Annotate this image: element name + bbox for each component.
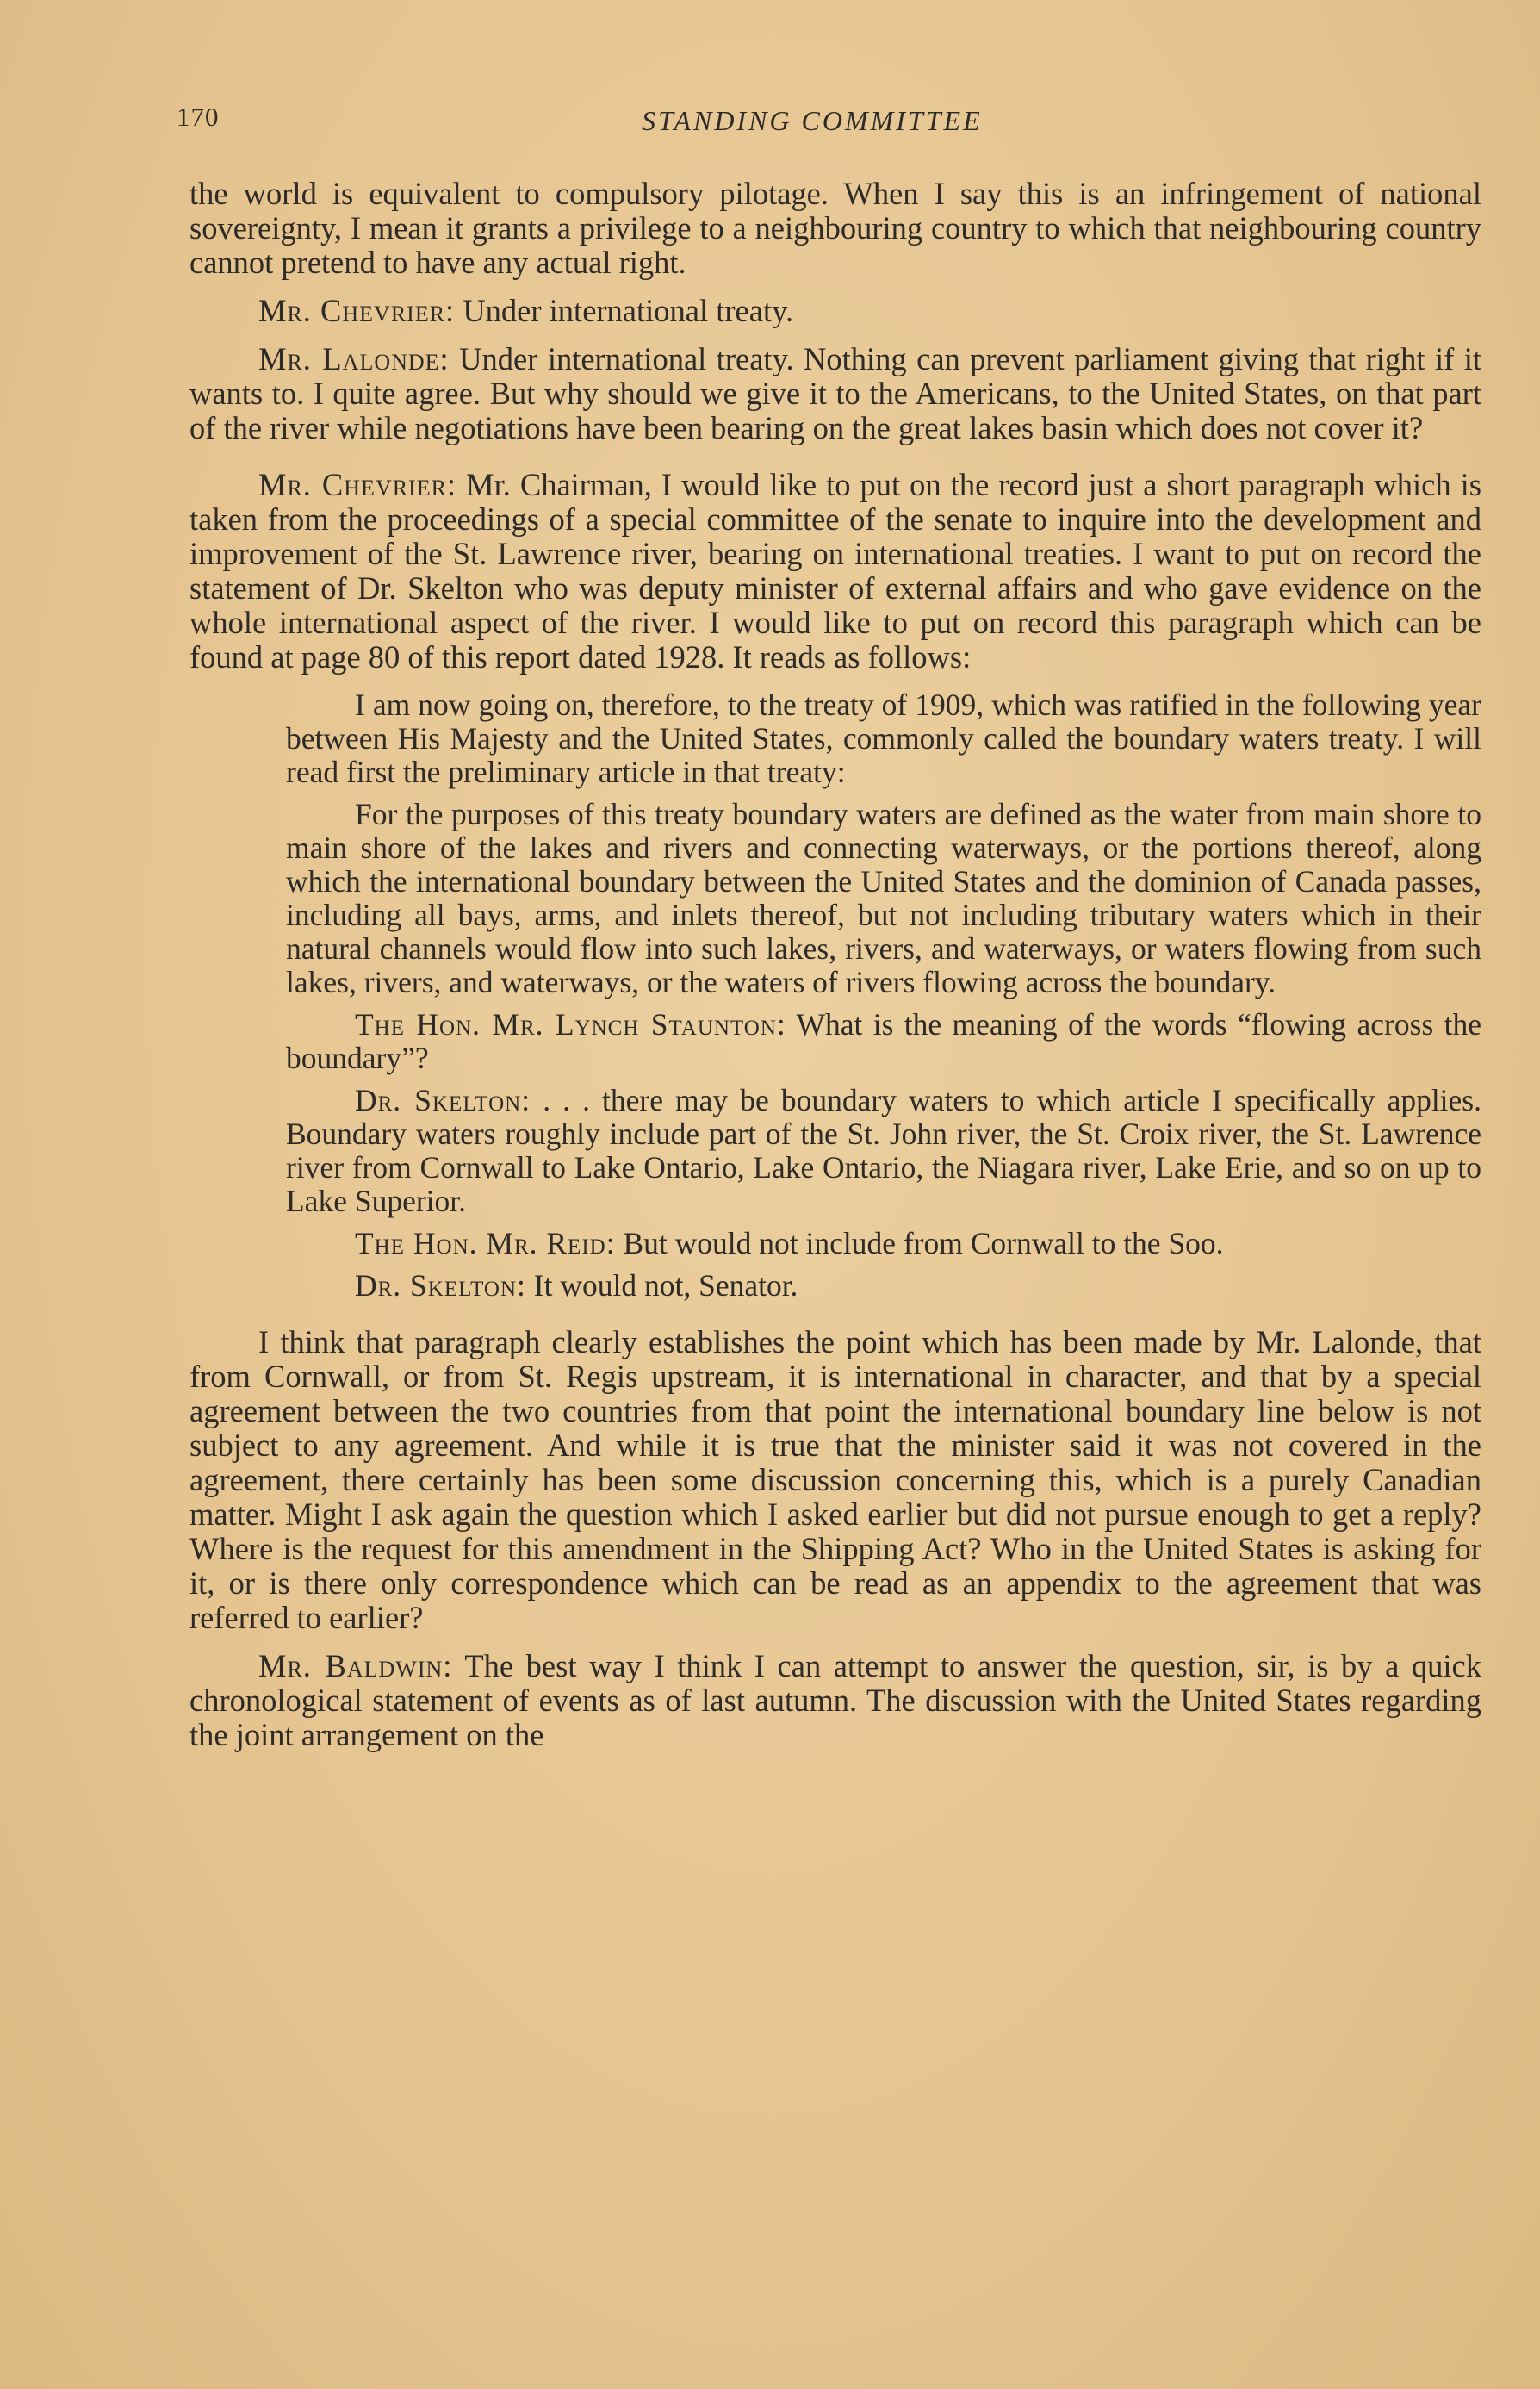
speech-text: The best way I think I can attempt to answer the question, sir, is by a quick chronological statement of events as of last autumn. The discussion with the United States regarding the joint arrangement on the <box>189 1648 1481 1752</box>
speech-text: It would not, Senator. <box>533 1268 798 1303</box>
paragraph <box>189 1649 1481 1752</box>
quote-paragraph <box>286 1269 1481 1303</box>
quote-paragraph: I am now going on, therefore, to the treaty of 1909, which was ratified in the following year between His Majesty and the United States, commonly called the boundary waters treaty. I will read first the preliminary article in that treaty: <box>286 687 1481 789</box>
quote-paragraph <box>286 1227 1481 1260</box>
speech-text: Mr. Chairman, I would like to put on the record just a short paragraph which is taken from the proceedings of a special committee of the senate to inquire into the development and improvement of the St. Lawrence river, bearing on international treaties. I want to put on record the statement of Dr. Skelton who was deputy minister of external affairs and who gave evidence on the whole international aspect of the river. I would like to put on record this paragraph which can be found at page 80 of this report dated 1928. It reads as follows: <box>189 467 1481 675</box>
speaker-name: The Hon. Mr. Reid: <box>355 1226 616 1260</box>
speech-text: Under international treaty. Nothing can prevent parliament giving that right if it wants to. I quite agree. But why should we give it to the Americans, to the United States, on that part of the river while negotiations have been bearing on the great lakes basin which does not cover it? <box>189 341 1482 445</box>
paragraph <box>189 468 1481 675</box>
speaker-name: Mr. Lalonde: <box>258 341 450 376</box>
speech-text: . . . there may be boundary waters to which article I specifically applies. Boundary waters roughly include part of the St. John river, the St. Croix river, the St. Lawrence river from Cornwall to Lake Ontario, Lake Ontario, the Niagara river, Lake Erie, and so on up to Lake Superior. <box>286 1083 1481 1218</box>
speech-text: Under international treaty. <box>463 293 794 328</box>
speech-text: What is the meaning of the words “flowing across the boundary”? <box>286 1007 1481 1075</box>
speaker-name: Mr. Baldwin: <box>258 1648 453 1683</box>
paragraph <box>189 294 1481 328</box>
quote-paragraph: For the purposes of this treaty boundary waters are defined as the water from main shore to main shore of the lakes and rivers and connecting waterways, or the portions thereof, along which the international boundary between the United States and the dominion of Canada passes, including all bays, arms, and inlets thereof, but not including tributary waters which in their natural channels would flow into such lakes, rivers, and waterways, or waters flowing from such lakes, rivers, and waterways, or the waters of rivers flowing across the boundary. <box>286 797 1481 999</box>
speech-text: But would not include from Cornwall to the Soo. <box>623 1226 1224 1260</box>
speaker-name: Mr. Chevrier: <box>258 293 456 328</box>
quote-paragraph <box>286 1008 1481 1075</box>
paragraph <box>189 342 1481 445</box>
speaker-name: Mr. Chevrier: <box>258 467 457 502</box>
page-number: 170 <box>177 102 220 132</box>
block-quote <box>286 688 1481 1303</box>
page-header <box>177 102 1365 153</box>
quote-paragraph <box>286 1084 1481 1218</box>
speaker-name: Dr. Skelton: <box>355 1083 531 1117</box>
paragraph: the world is equivalent to compulsory pilotage. When I say this is an infringement of national sovereignty, I mean it grants a privilege to a neighbouring country to which that neighbouring country cannot pretend to have any actual right. <box>189 176 1481 280</box>
running-head: STANDING COMMITTEE <box>642 105 983 136</box>
paragraph: I think that paragraph clearly establishes the point which has been made by Mr. Lalonde, that from Cornwall, or from St. Regis upstream, it is international in character, and that by a special agreement between the two countries from that point the international boundary line below is not subject to any agreement. And while it is true that the minister said it was not covered in the agreement, there certainly has been some discussion concerning this, which is a purely Canadian matter. Might I ask again the question which I asked earlier but did not pursue enough to get a reply? Where is the request for this amendment in the Shipping Act? Who in the United States is asking for it, or is there only correspondence which can be read as an appendix to the agreement that was referred to earlier? <box>189 1324 1481 1635</box>
speaker-name: Dr. Skelton: <box>355 1268 526 1303</box>
speaker-name: The Hon. Mr. Lynch Staunton: <box>355 1007 786 1042</box>
body-text <box>189 177 1481 1761</box>
